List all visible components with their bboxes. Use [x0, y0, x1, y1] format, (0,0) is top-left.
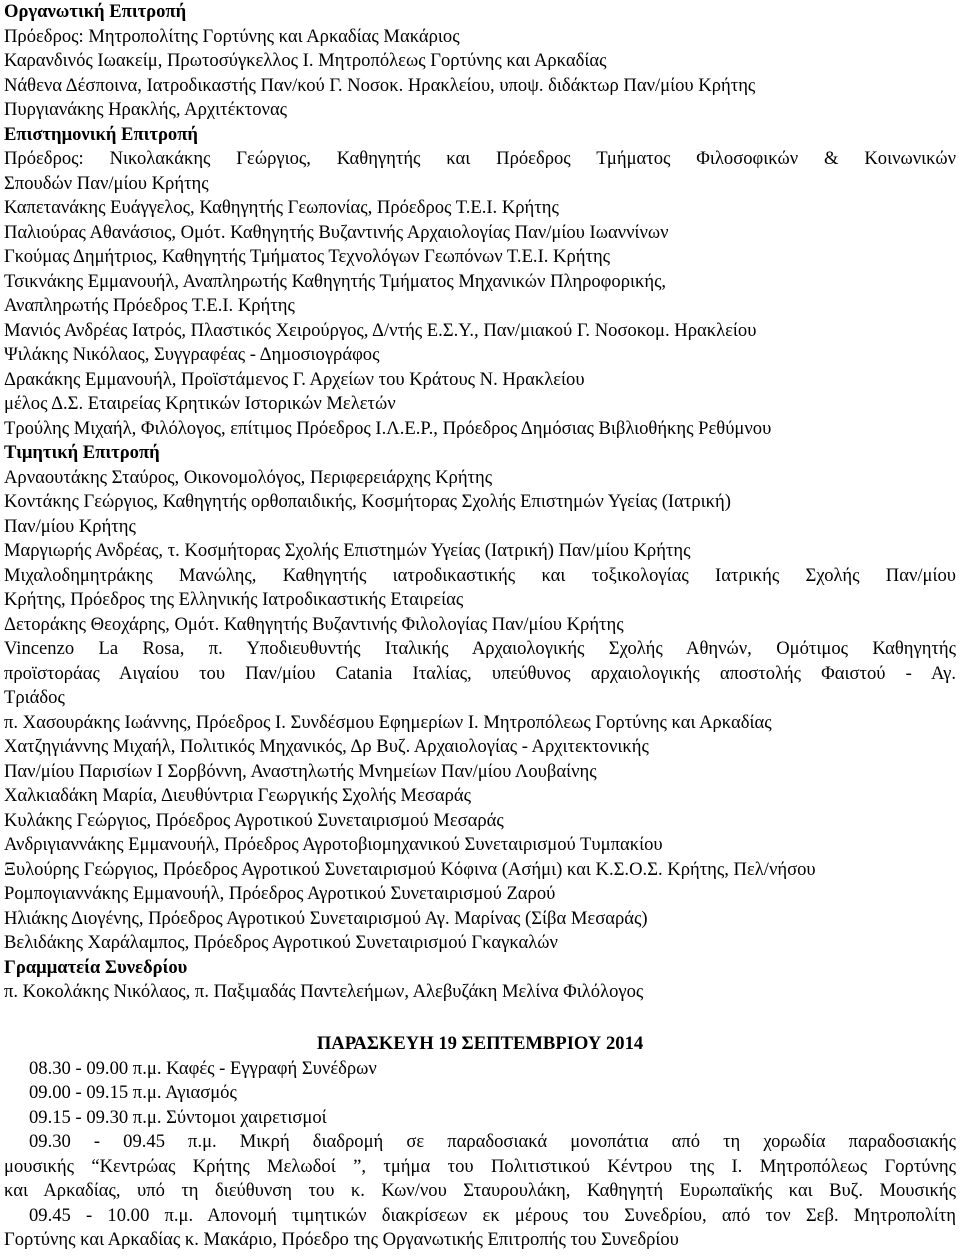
text-line: Καρανδινός Ιωακείμ, Πρωτοσύγκελλος Ι. Μητροπόλεως Γορτύνης και Αρκαδίας	[4, 50, 607, 71]
text-line: Αναπληρωτής Πρόεδρος Τ.Ε.Ι. Κρήτης	[4, 295, 295, 316]
spacer	[4, 1005, 956, 1031]
schedule-line: 08.30 - 09.00 π.μ. Καφές - Εγγραφή Συνέδρων	[29, 1057, 377, 1079]
schedule-line: 09.45 - 10.00 π.μ. Απονομή τιμητικών διακρίσεων εκ μέρους του Συνεδρίου, από τον Σεβ. Μητροπολίτη	[29, 1204, 956, 1226]
text-line: Βελιδάκης Χαράλαμπος, Πρόεδρος Αγροτικού Συνεταιρισμού Γκαγκαλών	[4, 932, 558, 953]
text-line: Πρόεδρος: Νικολακάκης Γεώργιος, Καθηγητής και Πρόεδρος Τμήματος Φιλοσοφικών & Κοινωνικών	[4, 148, 956, 169]
text-line: Μαργιωρής Ανδρέας, τ. Κοσμήτορας Σχολής Επιστημών Υγείας (Ιατρική) Παν/μίου Κρήτης	[4, 540, 691, 561]
text-line: Νάθενα Δέσποινα, Ιατροδικαστής Παν/κού Γ. Νοσοκ. Ηρακλείου, υποψ. διδάκτωρ Παν/μίου Κρήτης	[4, 74, 756, 96]
text-line: Vincenzo La Rosa, π. Υποδιευθυντής Ιταλικής Αρχαιολογικής Σχολής Αθηνών, Ομότιμος Καθηγητής	[4, 638, 956, 659]
text-line: Χαλκιαδάκη Μαρία, Διευθύντρια Γεωργικής Σχολής Μεσαράς	[4, 785, 472, 806]
text-line: Κυλάκης Γεώργιος, Πρόεδρος Αγροτικού Συνεταιρισμού Μεσαράς	[4, 809, 504, 831]
text-line: Ανδριγιαννάκης Εμμανουήλ, Πρόεδρος Αγροτοβιομηχανικού Συνεταιρισμού Τυμπακίου	[4, 834, 663, 855]
schedule-list	[4, 1057, 956, 1253]
text-line: Πυργιανάκης Ηρακλής, Αρχιτέκτονας	[4, 99, 288, 120]
text-line: Καπετανάκης Ευάγγελος, Καθηγητής Γεωπονίας, Πρόεδρος Τ.Ε.Ι. Κρήτης	[4, 197, 559, 218]
schedule-line: και Αρκαδίας, υπό τη διεύθυνση του κ. Κων/νου Σταυρουλάκη, Καθηγητή Ευρωπαϊκής και Βυζ. Μουσικής	[4, 1180, 956, 1201]
text-line: μέλος Δ.Σ. Εταιρείας Κρητικών Ιστορικών Μελετών	[4, 393, 396, 414]
text-line: Μιχαλοδημητράκης Μανώλης, Καθηγητής ιατροδικαστικής και τοξικολογίας Ιατρικής Σχολής Παν/μίου	[4, 564, 956, 586]
text-line: Ρομπογιαννάκης Εμμανουήλ, Πρόεδρος Αγροτικού Συνεταιρισμού Ζαρού	[4, 883, 556, 904]
text-line: Πρόεδρος: Μητροπολίτης Γορτύνης και Αρκαδίας Μακάριος	[4, 25, 460, 47]
section-heading: Οργανωτική Επιτροπή	[4, 1, 187, 22]
text-line: Τριάδος	[4, 687, 65, 708]
schedule-line: μουσικής “Κεντρώας Κρήτης Μελωδοί ”, τμήμα του Πολιτιστικού Κέντρου της Ι. Μητροπόλεως Γορτύνης	[4, 1155, 956, 1177]
section-heading: Τιμητική Επιτροπή	[4, 442, 160, 463]
text-line: Κοντάκης Γεώργιος, Καθηγητής ορθοπαιδικής, Κοσμήτορας Σχολής Επιστημών Υγείας (Ιατρική)	[4, 491, 731, 512]
text-line: Ψιλάκης Νικόλαος, Συγγραφέας - Δημοσιογράφος	[4, 344, 380, 365]
text-line: π. Χασουράκης Ιωάννης, Πρόεδρος Ι. Συνδέσμου Εφημερίων Ι. Μητροπόλεως Γορτύνης και Αρκαδίας	[4, 711, 772, 733]
text-line: Αρναουτάκης Σταύρος, Οικονομολόγος, Περιφερειάρχης Κρήτης	[4, 466, 493, 488]
text-line: Γκούμας Δημήτριος, Καθηγητής Τμήματος Τεχνολόγων Γεωπόνων Τ.Ε.Ι. Κρήτης	[4, 246, 611, 267]
text-line: Κρήτης, Πρόεδρος της Ελληνικής Ιατροδικαστικής Εταιρείας	[4, 589, 464, 610]
text-line: Παλιούρας Αθανάσιος, Ομότ. Καθηγητής Βυζαντινής Αρχαιολογίας Παν/μίου Ιωαννίνων	[4, 221, 669, 243]
text-line: Τσικνάκης Εμμανουήλ, Αναπληρωτής Καθηγητής Τμήματος Μηχανικών Πληροφορικής,	[4, 270, 667, 292]
text-line: Χατζηγιάννης Μιχαήλ, Πολιτικός Μηχανικός, Δρ Βυζ. Αρχαιολογίας - Αρχιτεκτονικής	[4, 736, 649, 757]
text-line: Σπουδών Παν/μίου Κρήτης	[4, 172, 209, 194]
text-line: Δρακάκης Εμμανουήλ, Προϊστάμενος Γ. Αρχείων του Κράτους Ν. Ηρακλείου	[4, 368, 585, 390]
text-line: Παν/μίου Παρισίων Ι Σορβόννη, Αναστηλωτής Μνημείων Παν/μίου Λουβαίνης	[4, 760, 597, 782]
text-line: π. Κοκολάκης Νικόλαος, π. Παξιμαδάς Παντελεήμων, Αλεβυζάκη Μελίνα Φιλόλογος	[4, 981, 644, 1002]
schedule-line: 09.30 - 09.45 π.μ. Μικρή διαδρομή σε παραδοσιακά μονοπάτια από τη χορωδία παραδοσιακής	[29, 1131, 956, 1152]
text-line: Ξυλούρης Γεώργιος, Πρόεδρος Αγροτικού Συνεταιρισμού Κόφινα (Ασήμι) και Κ.Σ.Ο.Σ. Κρήτης, Πελ/νήσου	[4, 858, 816, 880]
text-line: προϊστοράας Αιγαίου του Παν/μίου Catania Ιταλίας, υπεύθυνος αρχαιολογικής αποστολής Φαιστού - Αγ.	[4, 662, 956, 684]
text-line: Παν/μίου Κρήτης	[4, 515, 136, 537]
text-line: Τρούλης Μιχαήλ, Φιλόλογος, επίτιμος Πρόεδρος Ι.Λ.Ε.Ρ., Πρόεδρος Δημόσιας Βιβλιοθήκης Ρεθύμνου	[4, 417, 772, 439]
text-line: Μανιός Ανδρέας Ιατρός, Πλαστικός Χειρούργος, Δ/ντής Ε.Σ.Υ., Παν/μιακού Γ. Νοσοκομ. Ηρακλείου	[4, 319, 757, 341]
section-heading: Επιστημονική Επιτροπή	[4, 123, 198, 145]
committee-list	[4, 0, 956, 1005]
day-heading: ΠΑΡΑΣΚΕΥΗ 19 ΣΕΠΤΕΜΒΡΙΟΥ 2014	[316, 1032, 644, 1054]
schedule-line: Γορτύνης και Αρκαδίας κ. Μακάριο, Πρόεδρο της Οργανωτικής Επιτροπής του Συνεδρίου	[4, 1229, 679, 1250]
text-line: Δετοράκης Θεοχάρης, Ομότ. Καθηγητής Βυζαντινής Φιλολογίας Παν/μίου Κρήτης	[4, 613, 624, 635]
schedule-line: 09.15 - 09.30 π.μ. Σύντομοι χαιρετισμοί	[29, 1106, 327, 1128]
section-heading: Γραμματεία Συνεδρίου	[4, 956, 188, 978]
schedule-line: 09.00 - 09.15 π.μ. Αγιασμός	[29, 1082, 237, 1103]
text-line: Ηλιάκης Διογένης, Πρόεδρος Αγροτικού Συνεταιρισμού Αγ. Μαρίνας (Σίβα Μεσαράς)	[4, 907, 648, 929]
